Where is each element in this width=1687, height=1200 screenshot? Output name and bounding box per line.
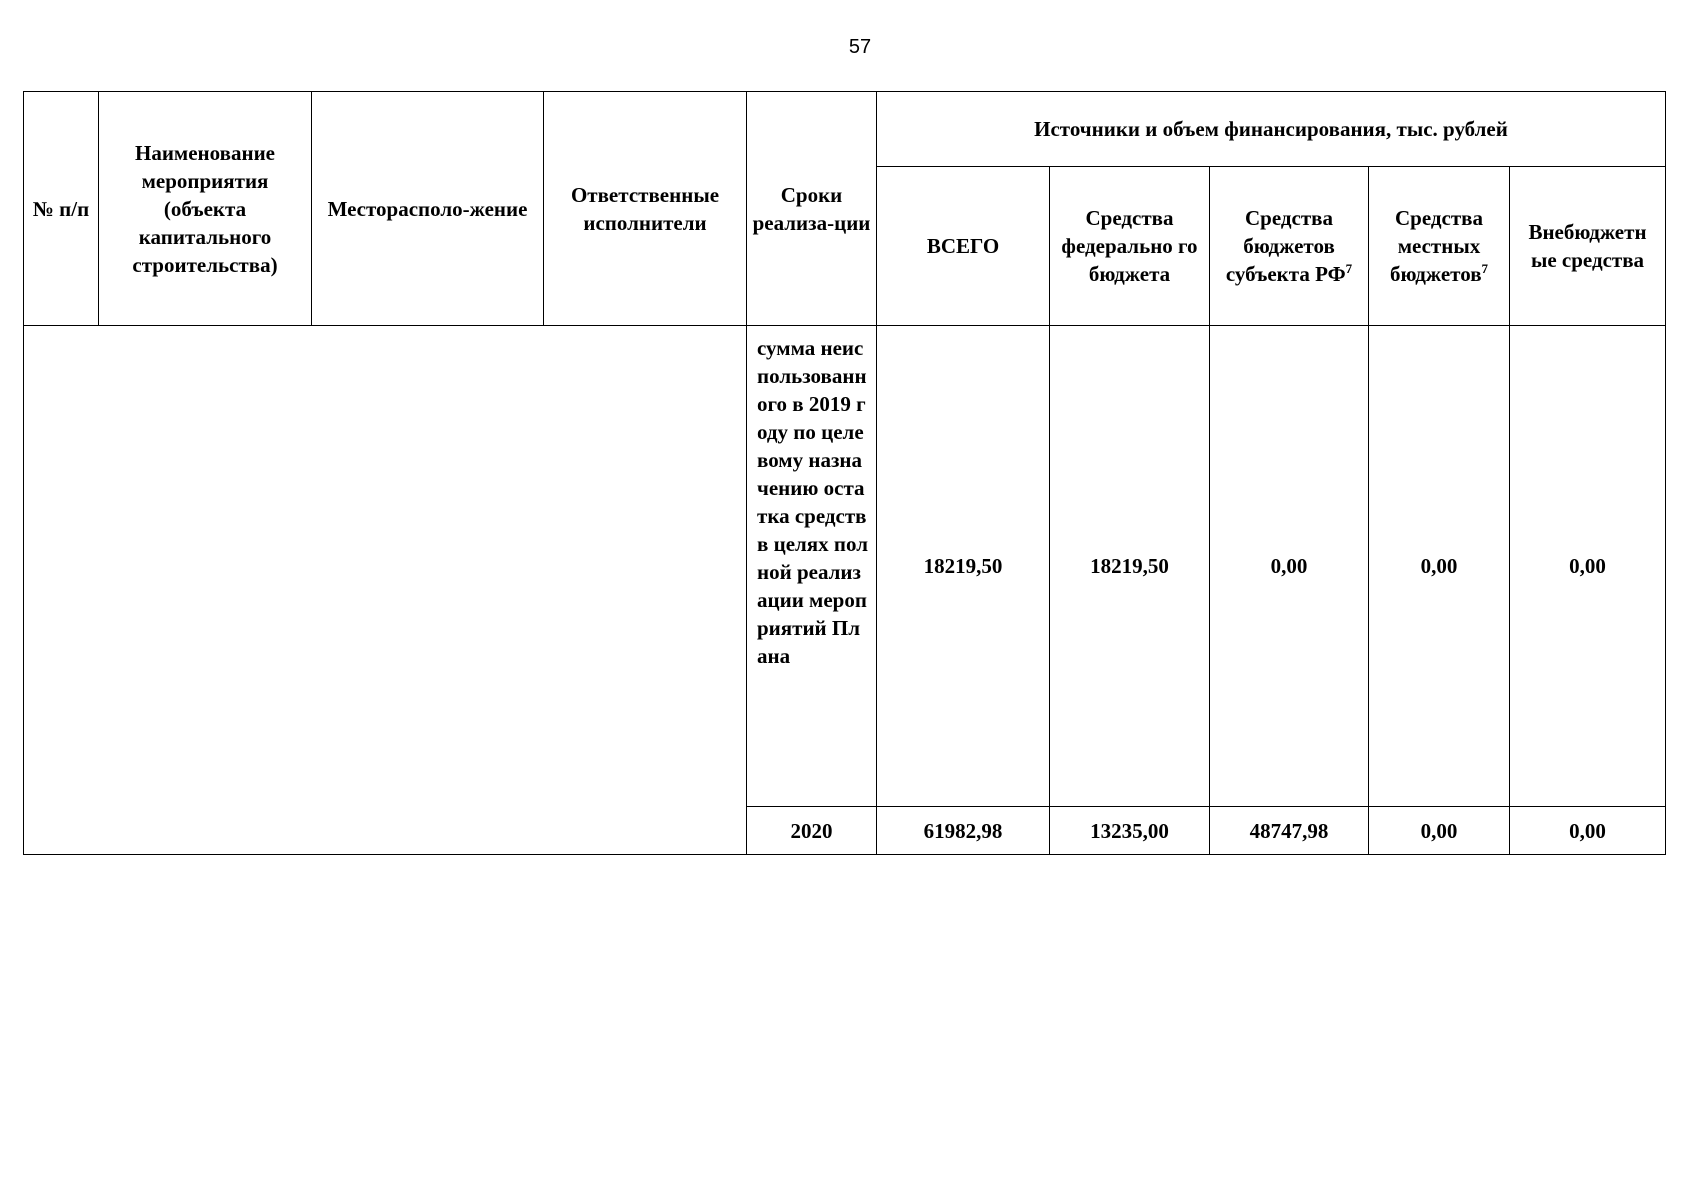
header-subject: [1210, 167, 1369, 326]
subject-cell: 48747,98: [1210, 807, 1369, 855]
financing-table: [23, 91, 1666, 855]
total-cell: 18219,50: [877, 326, 1050, 807]
total-cell: 61982,98: [877, 807, 1050, 855]
header-local: [1369, 167, 1510, 326]
header-responsible: Ответственные исполнители: [544, 92, 747, 326]
merged-empty-cell: [24, 326, 747, 855]
table-row: [24, 326, 1666, 807]
term-cell: 2020: [747, 807, 877, 855]
local-cell: 0,00: [1369, 807, 1510, 855]
header-location: Месторасполо-жение: [312, 92, 544, 326]
federal-cell: 18219,50: [1050, 326, 1210, 807]
subject-cell: 0,00: [1210, 326, 1369, 807]
local-cell: 0,00: [1369, 326, 1510, 807]
page-number: 57: [848, 36, 872, 58]
federal-cell: 13235,00: [1050, 807, 1210, 855]
header-event-name: Наименование мероприятия (объекта капитального строительства): [99, 92, 312, 326]
header-extrabudget: Внебюджетн ые средства: [1510, 167, 1666, 326]
term-cell: сумма неиспользованного в 2019 году по целевому назначению остатка средств в целях полной реализации мероприятий Плана: [747, 326, 877, 807]
footnote-mark-local: 7: [1481, 261, 1489, 276]
header-term: Сроки реализа-ции: [747, 92, 877, 326]
header-local-label: Средства местных бюджетов: [1389, 206, 1483, 286]
header-federal: Средства федерально го бюджета: [1050, 167, 1210, 326]
header-subject-label: Средства бюджетов субъекта РФ: [1225, 206, 1346, 286]
header-total: ВСЕГО: [877, 167, 1050, 326]
footnote-mark-subject: 7: [1345, 261, 1353, 276]
extrabudget-cell: 0,00: [1510, 807, 1666, 855]
header-number: № п/п: [24, 92, 99, 326]
extrabudget-cell: 0,00: [1510, 326, 1666, 807]
header-financing-group: Источники и объем финансирования, тыс. рублей: [877, 92, 1666, 167]
